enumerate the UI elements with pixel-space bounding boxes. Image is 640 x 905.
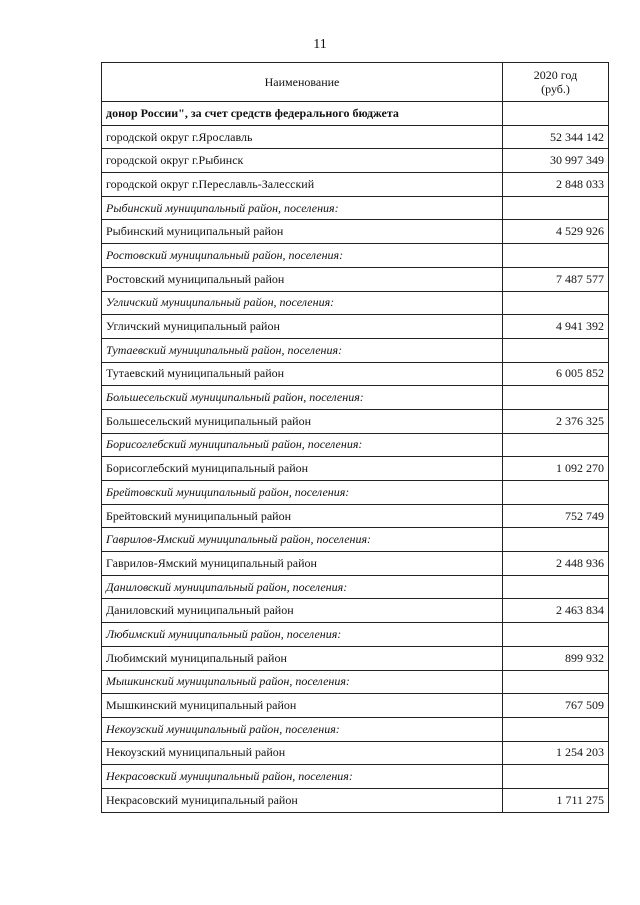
column-header-name: Наименование (102, 63, 503, 102)
table-group-row (102, 291, 609, 315)
row-name: Брейтовский муниципальный район (102, 504, 503, 528)
row-name: Тутаевский муниципальный район (102, 362, 503, 386)
row-value: 2 848 033 (503, 173, 609, 197)
row-value: 1 711 275 (503, 788, 609, 812)
table-body (102, 102, 609, 813)
table-row (102, 315, 609, 339)
table-row (102, 362, 609, 386)
page-number: 11 (313, 37, 327, 52)
table-row (102, 267, 609, 291)
row-value (503, 386, 609, 410)
row-name: городской округ г.Рыбинск (102, 149, 503, 173)
table-row (102, 741, 609, 765)
row-value (503, 717, 609, 741)
column-header-unit: (руб.) (541, 82, 570, 96)
table-group-row (102, 765, 609, 789)
row-name: Ростовский муниципальный район, поселения: (102, 244, 503, 268)
row-value (503, 670, 609, 694)
row-value (503, 196, 609, 220)
row-name: Любимский муниципальный район, поселения: (102, 623, 503, 647)
table-row (102, 125, 609, 149)
table-group-row (102, 338, 609, 362)
row-value: 899 932 (503, 646, 609, 670)
table-row (102, 788, 609, 812)
table-group-row (102, 623, 609, 647)
table-group-row (102, 196, 609, 220)
row-value (503, 765, 609, 789)
table-row (102, 409, 609, 433)
table-section-row (102, 102, 609, 126)
row-name: Гаврилов-Ямский муниципальный район, поселения: (102, 528, 503, 552)
row-value: 52 344 142 (503, 125, 609, 149)
row-value: 4 529 926 (503, 220, 609, 244)
row-name: Ростовский муниципальный район (102, 267, 503, 291)
table-group-row (102, 481, 609, 505)
row-name: Рыбинский муниципальный район, поселения: (102, 196, 503, 220)
row-value (503, 481, 609, 505)
row-name: городской округ г.Ярославль (102, 125, 503, 149)
row-value: 2 448 936 (503, 552, 609, 576)
row-value: 752 749 (503, 504, 609, 528)
row-name: Тутаевский муниципальный район, поселения: (102, 338, 503, 362)
row-value: 1 092 270 (503, 457, 609, 481)
row-name: Угличский муниципальный район, поселения: (102, 291, 503, 315)
row-value: 767 509 (503, 694, 609, 718)
table-group-row (102, 575, 609, 599)
column-header-year-label: 2020 год (533, 68, 578, 82)
row-name: Некоузский муниципальный район, поселения: (102, 717, 503, 741)
row-name: Борисоглебский муниципальный район, поселения: (102, 433, 503, 457)
row-name: Некрасовский муниципальный район (102, 788, 503, 812)
row-value: 2 463 834 (503, 599, 609, 623)
row-value (503, 575, 609, 599)
row-name: городской округ г.Переславль-Залесский (102, 173, 503, 197)
row-name: Мышкинский муниципальный район, поселения: (102, 670, 503, 694)
row-name: донор России", за счет средств федерального бюджета (102, 102, 503, 126)
row-value (503, 433, 609, 457)
table-header-row (102, 63, 609, 102)
row-value: 1 254 203 (503, 741, 609, 765)
row-name: Даниловский муниципальный район, поселения: (102, 575, 503, 599)
row-value: 30 997 349 (503, 149, 609, 173)
column-header-year (503, 63, 609, 102)
row-value (503, 338, 609, 362)
table-group-row (102, 670, 609, 694)
row-name: Рыбинский муниципальный район (102, 220, 503, 244)
table-group-row (102, 244, 609, 268)
table-row (102, 552, 609, 576)
table-row (102, 457, 609, 481)
table-row (102, 646, 609, 670)
table-group-row (102, 528, 609, 552)
row-name: Некоузский муниципальный район (102, 741, 503, 765)
table-row (102, 173, 609, 197)
row-value (503, 528, 609, 552)
table-row (102, 599, 609, 623)
row-value (503, 102, 609, 126)
row-value: 6 005 852 (503, 362, 609, 386)
row-value: 2 376 325 (503, 409, 609, 433)
row-name: Любимский муниципальный район (102, 646, 503, 670)
table-row (102, 149, 609, 173)
row-name: Некрасовский муниципальный район, поселения: (102, 765, 503, 789)
row-name: Гаврилов-Ямский муниципальный район (102, 552, 503, 576)
row-name: Борисоглебский муниципальный район (102, 457, 503, 481)
row-value (503, 623, 609, 647)
row-name: Брейтовский муниципальный район, поселения: (102, 481, 503, 505)
row-value: 4 941 392 (503, 315, 609, 339)
row-value: 7 487 577 (503, 267, 609, 291)
row-name: Мышкинский муниципальный район (102, 694, 503, 718)
budget-table (101, 62, 609, 813)
table-row (102, 220, 609, 244)
row-value (503, 244, 609, 268)
row-name: Угличский муниципальный район (102, 315, 503, 339)
table-row (102, 504, 609, 528)
row-name: Даниловский муниципальный район (102, 599, 503, 623)
row-name: Большесельский муниципальный район, поселения: (102, 386, 503, 410)
table-group-row (102, 717, 609, 741)
row-value (503, 291, 609, 315)
table-row (102, 694, 609, 718)
table-group-row (102, 386, 609, 410)
row-name: Большесельский муниципальный район (102, 409, 503, 433)
table-group-row (102, 433, 609, 457)
